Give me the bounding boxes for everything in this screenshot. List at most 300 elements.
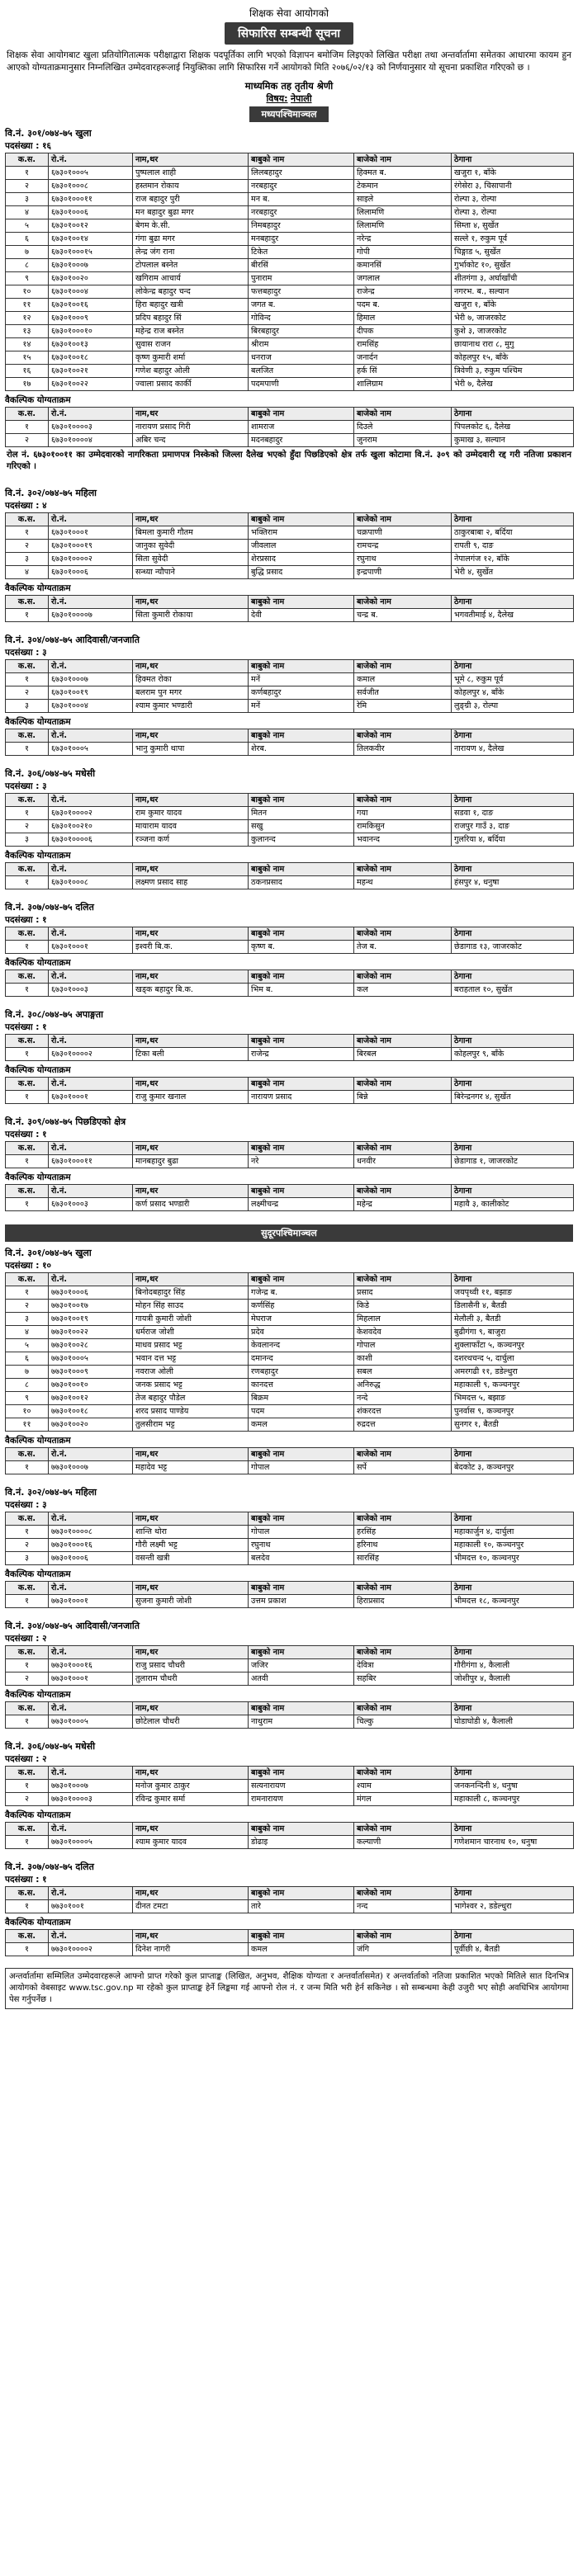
table-cell: तुलसीराम भट्ट: [133, 1418, 249, 1432]
table-cell: बिनोदबहादुर सिंह: [133, 1286, 249, 1300]
table-cell: ६७३०१००१६: [49, 299, 133, 312]
table-cell: १: [6, 673, 49, 686]
table-cell: ७७३०१०००९: [49, 1366, 133, 1379]
column-header: बाबुको नाम: [249, 1702, 354, 1715]
table-cell: निमबहादुर: [249, 219, 354, 233]
table-cell: दिनेश नागरी: [133, 1943, 249, 1956]
table-cell: ७७३०१००२८: [49, 1339, 133, 1352]
column-header: क.स.: [6, 660, 49, 673]
column-header: बाबुको नाम: [249, 794, 354, 807]
post-count: पदसंख्या : १: [5, 1022, 47, 1032]
table-row: [6, 299, 574, 312]
table-row: [6, 1780, 574, 1793]
table-cell: ३: [6, 1552, 49, 1565]
table-cell: ६७३०१००२०: [49, 272, 133, 285]
table-row: [6, 434, 574, 447]
table-cell: १: [6, 1836, 49, 1849]
table-cell: जनक प्रसाद भट्ट: [133, 1379, 249, 1392]
table-cell: गोपाल: [249, 1526, 354, 1539]
table-cell: ११: [6, 1418, 49, 1432]
table-cell: हिक्मत ब.: [354, 167, 452, 180]
column-header: रो.नं.: [49, 660, 133, 673]
table-cell: कुमाख ३, सल्यान: [452, 434, 574, 447]
table-row: [6, 1366, 574, 1379]
table-cell: ७७३०१०००५: [49, 1715, 133, 1729]
table-cell: लक्ष्मीचन्द्र: [249, 1198, 354, 1211]
column-header: ठेगाना: [452, 729, 574, 743]
table-cell: ६७३०१०००८: [49, 876, 133, 889]
table-cell: राज बहादुर पुरी: [133, 193, 249, 206]
table-header-row: [6, 1273, 574, 1286]
table-cell: कमल: [249, 1418, 354, 1432]
table-row: [6, 1392, 574, 1405]
table-cell: तुलाराम चौधरी: [133, 1673, 249, 1686]
recommended-table: [5, 1886, 574, 1913]
table-cell: १२: [6, 312, 49, 325]
table-cell: देवित्रा: [354, 1659, 452, 1673]
recommended-table: [5, 153, 574, 391]
column-header: क.स.: [6, 863, 49, 876]
table-cell: पदम: [249, 1405, 354, 1418]
table-cell: नाथुराम: [249, 1715, 354, 1729]
column-header: नाम,थर: [133, 863, 249, 876]
table-cell: महेन्द्र: [354, 1198, 452, 1211]
column-header: बाबुको नाम: [249, 660, 354, 673]
post-count: पदसंख्या : ३: [5, 781, 47, 791]
table-cell: ७७३०१००००५: [49, 1836, 133, 1849]
table-cell: ७७३०१००००३: [49, 1793, 133, 1806]
recommended-table: [5, 1512, 574, 1565]
table-cell: ठकनप्रसाद: [249, 876, 354, 889]
table-cell: शान्ति थोरा: [133, 1526, 249, 1539]
table-cell: कोहलपुर १५, बाँके: [452, 351, 574, 365]
table-cell: रविन्द्र कुमार सर्मा: [133, 1793, 249, 1806]
table-cell: रामनारायण: [249, 1793, 354, 1806]
column-header: बाजेको नाम: [354, 408, 452, 421]
column-header: ठेगाना: [452, 1142, 574, 1155]
table-cell: मनें: [249, 700, 354, 713]
region-heading: सुदूरपश्चिमाञ्चल: [5, 1224, 573, 1242]
table-row: [6, 219, 574, 233]
table-row: [6, 1539, 574, 1552]
column-header: ठेगाना: [452, 1273, 574, 1286]
column-header: क.स.: [6, 1078, 49, 1091]
column-header: बाजेको नाम: [354, 1512, 452, 1526]
column-header: रो.नं.: [49, 1035, 133, 1048]
alternate-table: [5, 1581, 574, 1608]
table-cell: १: [6, 1659, 49, 1673]
table-cell: ७७३०१००१०: [49, 1379, 133, 1392]
table-cell: ६७३०१०००१०: [49, 325, 133, 338]
table-cell: ६७३०१०००१: [49, 941, 133, 954]
alternate-list-title: वैकल्पिक योग्यताक्रम: [5, 1569, 71, 1579]
table-row: [6, 540, 574, 553]
table-cell: डोढाइ: [249, 1836, 354, 1849]
table-cell: वसन्ती खत्री: [133, 1552, 249, 1565]
recommended-table: [5, 1141, 574, 1168]
column-header: क.स.: [6, 1448, 49, 1461]
table-cell: बेदकोट ३, कञ्चनपुर: [452, 1461, 574, 1474]
region-heading: मध्यपश्चिमाञ्चल: [249, 106, 328, 122]
table-cell: राजेन्द्र: [354, 285, 452, 299]
table-header-row: [6, 408, 574, 421]
column-header: नाम,थर: [133, 660, 249, 673]
table-cell: ७७३०१००१२: [49, 1392, 133, 1405]
table-cell: खजुरा १, बाँके: [452, 299, 574, 312]
column-header: बाबुको नाम: [249, 408, 354, 421]
table-cell: महादेव भट्ट: [133, 1461, 249, 1474]
table-cell: गोपाल: [354, 1339, 452, 1352]
table-header-row: [6, 863, 574, 876]
table-cell: रञ्जना कर्ण: [133, 833, 249, 847]
table-cell: ६७३०१००००२: [49, 553, 133, 566]
table-cell: टेकमान: [354, 180, 452, 193]
table-cell: नगरभ. ब., सल्यान: [452, 285, 574, 299]
table-cell: भक्तिराम: [249, 526, 354, 540]
table-cell: ७७३०१०००७: [49, 1461, 133, 1474]
column-header: बाबुको नाम: [249, 1646, 354, 1659]
footnote: अन्तर्वार्तामा सम्मिलित उम्मेदवारहरूले आफ्नो प्राप्त गरेको कुल प्राप्ताङ्क (लिखित, अनुभव, शैक्षिक योग्यता र अन्तर्वार्तासमेत) र अन्तर्वार्ताको नतिजा प्रकाशित भएको मितिले सात दिनभित्र आयोगको वेबसाइट www.tsc.gov.np मा रहेको कुल प्राप्ताङ्क हेर्ने लिङ्कमा गई आफ्नो रोल नं. र जन्म मिति भरी हेर्न सकिनेछ । सो सम्बन्धमा केही उजुरी भए सोही अवधिभित्र आयोगमा पेस गर्नुपर्नेछ ।: [5, 1968, 573, 2009]
table-row: [6, 1418, 574, 1432]
table-row: [6, 1943, 574, 1956]
table-cell: ५: [6, 1339, 49, 1352]
column-header: ठेगाना: [452, 927, 574, 941]
post-count: पदसंख्या : १०: [5, 1261, 52, 1271]
column-header: क.स.: [6, 729, 49, 743]
table-row: [6, 526, 574, 540]
alternate-table: [5, 1929, 574, 1956]
table-cell: ६७३०१००००४: [49, 434, 133, 447]
advertisement-title: वि.नं. ३०६/०७४-७५ मधेसी: [5, 1741, 96, 1752]
table-cell: नेपालगंज १२, बाँके: [452, 553, 574, 566]
column-header: ठेगाना: [452, 660, 574, 673]
table-cell: ८: [6, 1379, 49, 1392]
table-cell: देवी: [249, 609, 354, 622]
recommended-table: [5, 1766, 574, 1806]
post-count: पदसंख्या : २: [5, 1754, 47, 1764]
column-header: रो.नं.: [49, 1767, 133, 1780]
table-row: [6, 700, 574, 713]
column-header: नाम,थर: [133, 1887, 249, 1900]
table-cell: किडे: [354, 1300, 452, 1313]
table-cell: लुङ्ग्री ३, रोल्पा: [452, 700, 574, 713]
table-cell: अनिरुद्ध: [354, 1379, 452, 1392]
table-cell: सिम्ता ४, सुर्खेत: [452, 219, 574, 233]
table-cell: रामचन्द्र: [354, 540, 452, 553]
table-cell: कर्णबहादुर: [249, 686, 354, 700]
table-cell: भेरी ४, सुर्खेत: [452, 566, 574, 579]
table-header-row: [6, 1185, 574, 1198]
advertisement-title: वि.नं. ३०१/०७४-७५ खुला: [5, 128, 92, 139]
table-cell: ६७३०१००१४: [49, 233, 133, 246]
table-cell: ६७३०१००००२: [49, 1048, 133, 1061]
table-cell: श्याम: [354, 1780, 452, 1793]
table-cell: १: [6, 743, 49, 756]
table-cell: छोटेलाल चौधरी: [133, 1715, 249, 1729]
table-cell: १: [6, 167, 49, 180]
table-cell: खजुरा १, बाँके: [452, 167, 574, 180]
table-header-row: [6, 729, 574, 743]
table-cell: गोपी: [354, 246, 452, 259]
table-header-row: [6, 1512, 574, 1526]
post-count: पदसंख्या : ४: [5, 501, 47, 511]
table-row: [6, 272, 574, 285]
alternate-table: [5, 862, 574, 889]
table-cell: नारायण प्रसाद: [249, 1091, 354, 1104]
column-header: ठेगाना: [452, 408, 574, 421]
table-row: [6, 1300, 574, 1313]
alternate-table: [5, 1822, 574, 1849]
table-cell: कानदत्त: [249, 1379, 354, 1392]
column-header: बाबुको नाम: [249, 1887, 354, 1900]
column-header: रो.नं.: [49, 970, 133, 984]
column-header: बाजेको नाम: [354, 1702, 452, 1715]
table-cell: १: [6, 1900, 49, 1913]
table-row: [6, 876, 574, 889]
table-cell: ६७३०१००१३: [49, 338, 133, 351]
table-cell: ६७३०१०००११: [49, 193, 133, 206]
table-cell: महेन्द्र राज बस्नेत: [133, 325, 249, 338]
table-cell: कुलानन्द: [249, 833, 354, 847]
table-cell: घोडाघोडी ४, कैलाली: [452, 1715, 574, 1729]
column-header: बाबुको नाम: [249, 1767, 354, 1780]
table-cell: मितन: [249, 807, 354, 820]
table-cell: ज्वाला प्रसाद कार्की: [133, 378, 249, 391]
table-cell: ११: [6, 299, 49, 312]
table-cell: भगवतीमाई ४, दैलेख: [452, 609, 574, 622]
table-cell: १३: [6, 325, 49, 338]
table-cell: ६७३०१००००३: [49, 421, 133, 434]
table-cell: चक्रपाणी: [354, 526, 452, 540]
alternate-list-title: वैकल्पिक योग्यताक्रम: [5, 1810, 71, 1820]
table-header-row: [6, 1767, 574, 1780]
alternate-table: [5, 1184, 574, 1211]
table-cell: ६: [6, 233, 49, 246]
table-cell: गणेशमान चारनाथ १०, धनुषा: [452, 1836, 574, 1849]
table-cell: लेन्द्र जंग राना: [133, 246, 249, 259]
table-row: [6, 1286, 574, 1300]
table-cell: पुनाराम: [249, 272, 354, 285]
table-cell: जानुका सुवेदी: [133, 540, 249, 553]
table-row: [6, 807, 574, 820]
column-header: नाम,थर: [133, 1582, 249, 1595]
table-cell: ७७३०१००१८: [49, 1405, 133, 1418]
table-cell: धनवीर: [354, 1155, 452, 1168]
table-cell: बिरबहादुर: [249, 325, 354, 338]
table-row: [6, 193, 574, 206]
advertisement-title: वि.नं. ३०९/०७४-७५ पिछडिएको क्षेत्र: [5, 1116, 126, 1127]
table-cell: १: [6, 1461, 49, 1474]
column-header: बाजेको नाम: [354, 1930, 452, 1943]
table-cell: १: [6, 1286, 49, 1300]
table-cell: कर्ण प्रसाद भण्डारी: [133, 1198, 249, 1211]
table-cell: मनबहादुर: [249, 233, 354, 246]
alternate-table: [5, 1447, 574, 1474]
recommended-table: [5, 1645, 574, 1686]
table-cell: शुक्लाफाँटा ५, कञ्चनपुर: [452, 1339, 574, 1352]
column-header: क.स.: [6, 1702, 49, 1715]
column-header: रो.नं.: [49, 863, 133, 876]
column-header: बाजेको नाम: [354, 596, 452, 609]
column-header: नाम,थर: [133, 1646, 249, 1659]
table-cell: ६७३०१०००९: [49, 312, 133, 325]
table-cell: ७७३०१०००१६: [49, 1539, 133, 1552]
table-cell: जगत ब.: [249, 299, 354, 312]
table-cell: हरसिंह: [354, 1526, 452, 1539]
table-cell: इन्द्रपाणी: [354, 566, 452, 579]
table-cell: भूमे ८, रुकुम पूर्व: [452, 673, 574, 686]
column-header: नाम,थर: [133, 1142, 249, 1155]
table-cell: १: [6, 1595, 49, 1608]
table-cell: ६७३०१००००६: [49, 833, 133, 847]
notice-document: [5, 7, 573, 2009]
table-cell: भेरी ७, दैलेख: [452, 378, 574, 391]
table-cell: महाकाली १०, कञ्चनपुर: [452, 1539, 574, 1552]
table-cell: बिक्रम: [249, 1392, 354, 1405]
column-header: रो.नं.: [49, 1887, 133, 1900]
table-cell: ६७३०१००१२: [49, 219, 133, 233]
column-header: नाम,थर: [133, 513, 249, 526]
table-cell: डिलासैनी ४, बैतडी: [452, 1300, 574, 1313]
column-header: क.स.: [6, 794, 49, 807]
column-header: नाम,थर: [133, 1448, 249, 1461]
alternate-list-title: वैकल्पिक योग्यताक्रम: [5, 1918, 71, 1927]
column-header: बाजेको नाम: [354, 1823, 452, 1836]
table-cell: कृष्ण ब.: [249, 941, 354, 954]
column-header: क.स.: [6, 1823, 49, 1836]
table-row: [6, 1526, 574, 1539]
table-cell: गंगा बुढा मगर: [133, 233, 249, 246]
table-cell: शेरब.: [249, 743, 354, 756]
table-header-row: [6, 927, 574, 941]
column-header: रो.नं.: [49, 927, 133, 941]
table-cell: हिक्मत रोका: [133, 673, 249, 686]
column-header: रो.नं.: [49, 794, 133, 807]
table-cell: गोविन्द: [249, 312, 354, 325]
column-header: क.स.: [6, 513, 49, 526]
table-cell: ३: [6, 1313, 49, 1326]
table-cell: ६७३०१०००३: [49, 984, 133, 997]
table-cell: कल: [354, 984, 452, 997]
table-cell: राजेन्द्र: [249, 1048, 354, 1061]
table-cell: फत्तबहादुर: [249, 285, 354, 299]
table-cell: धनराज: [249, 351, 354, 365]
column-header: रो.नं.: [49, 1582, 133, 1595]
table-cell: बलराम पुन मगर: [133, 686, 249, 700]
table-cell: जोशीपुर ४, कैलाली: [452, 1673, 574, 1686]
table-cell: ३: [6, 833, 49, 847]
column-header: बाजेको नाम: [354, 1646, 452, 1659]
column-header: ठेगाना: [452, 863, 574, 876]
table-header-row: [6, 794, 574, 807]
post-count: पदसंख्या : १६: [5, 141, 52, 151]
table-cell: २: [6, 540, 49, 553]
table-cell: टिका बली: [133, 1048, 249, 1061]
column-header: बाजेको नाम: [354, 1185, 452, 1198]
table-header-row: [6, 513, 574, 526]
table-cell: शामराज: [249, 421, 354, 434]
table-row: [6, 1155, 574, 1168]
column-header: नाम,थर: [133, 927, 249, 941]
recommended-table: [5, 793, 574, 847]
table-cell: दशरथचन्द ५, दार्चुला: [452, 1352, 574, 1366]
table-cell: सडवा १, दाङ: [452, 807, 574, 820]
column-header: क.स.: [6, 970, 49, 984]
column-header: बाजेको नाम: [354, 863, 452, 876]
table-cell: हिमाल: [354, 312, 452, 325]
subject-line: [5, 92, 573, 105]
table-cell: शीतगंगा ३, अर्घाखाँची: [452, 272, 574, 285]
alternate-list-title: वैकल्पिक योग्यताक्रम: [5, 851, 71, 861]
table-cell: रामकिसुन: [354, 820, 452, 833]
table-cell: अतवी: [249, 1673, 354, 1686]
table-cell: हिराप्रसाद: [354, 1595, 452, 1608]
column-header: नाम,थर: [133, 1823, 249, 1836]
table-cell: शेरप्रसाद: [249, 553, 354, 566]
table-row: [6, 1352, 574, 1366]
column-header: रो.नं.: [49, 1823, 133, 1836]
table-row: [6, 1339, 574, 1352]
table-cell: मन ब.: [249, 193, 354, 206]
column-header: बाजेको नाम: [354, 660, 452, 673]
table-cell: ६७३०१०००५: [49, 167, 133, 180]
post-count: पदसंख्या : २: [5, 1634, 47, 1644]
table-row: [6, 351, 574, 365]
recommended-table: [5, 1272, 574, 1432]
table-cell: मेघराज: [249, 1313, 354, 1326]
table-cell: छेडागाड १, जाजरकोट: [452, 1155, 574, 1168]
column-header: बाबुको नाम: [249, 596, 354, 609]
table-cell: महाकार्जुन ४, दार्चुला: [452, 1526, 574, 1539]
table-cell: गोपाल: [249, 1461, 354, 1474]
table-cell: चन्द्र ब.: [354, 609, 452, 622]
table-cell: गुर्भाकोट १०, सुर्खेत: [452, 259, 574, 272]
table-cell: सन्ध्या न्यौपाने: [133, 566, 249, 579]
table-cell: ७७३०१००००२: [49, 1943, 133, 1956]
column-header: नाम,थर: [133, 596, 249, 609]
column-header: क.स.: [6, 1142, 49, 1155]
table-cell: बुढीगंगा ९, बाजुरा: [452, 1326, 574, 1339]
advertisement-title: वि.नं. ३०६/०७४-७५ मधेसी: [5, 768, 96, 779]
table-cell: ६७३०१००१८: [49, 351, 133, 365]
column-header: रो.नं.: [49, 1142, 133, 1155]
column-header: रो.नं.: [49, 408, 133, 421]
table-row: [6, 1659, 574, 1673]
table-cell: बलजित: [249, 365, 354, 378]
alternate-list-title: वैकल्पिक योग्यताक्रम: [5, 395, 71, 405]
table-cell: ६: [6, 1352, 49, 1366]
column-header: बाजेको नाम: [354, 1078, 452, 1091]
table-row: [6, 609, 574, 622]
table-cell: पुनर्वास ९, कञ्चनपुर: [452, 1405, 574, 1418]
table-cell: बेगम के.सी.: [133, 219, 249, 233]
table-cell: राजु प्रसाद चौधरी: [133, 1659, 249, 1673]
table-cell: छेडागाड १३, जाजरकोट: [452, 941, 574, 954]
table-cell: बुद्धि प्रसाद: [249, 566, 354, 579]
table-row: [6, 743, 574, 756]
table-row: [6, 206, 574, 219]
cancellation-notice: रोल नं. ६७३०१००११ का उम्मेदवारको नागरिकता प्रमाणपत्र निस्केको जिल्ला दैलेख भएको हुँदा पिछडिएको क्षेत्र तर्फ खुला कोटामा वि.नं. ३०९ को उम्मेदवारी रद्द गरी नतिजा प्रकाशन गरिएको ।: [7, 451, 571, 471]
table-cell: पुष्पलाल शाही: [133, 167, 249, 180]
table-cell: कल्याणी: [354, 1836, 452, 1849]
table-cell: दमानन्द: [249, 1352, 354, 1366]
column-header: ठेगाना: [452, 1646, 574, 1659]
column-header: ठेगाना: [452, 513, 574, 526]
advertisement-title: वि.नं. ३०४/०७४-७५ आदिवासी/जनजाति: [5, 635, 140, 645]
column-header: बाबुको नाम: [249, 1142, 354, 1155]
intro-paragraph: शिक्षक सेवा आयोगबाट खुला प्रतियोगितात्मक परीक्षाद्वारा शिक्षक पदपूर्तिका लागि भएको विज्ञापन बमोजिम लिइएको लिखित परीक्षा तथा अन्तर्वार्तामा समेतका आधारमा कायम हुन आएको योग्यताक्रमानुसार निम्नलिखित उम्मेदवारहरूलाई नियुक्तिका लागि सिफारिस गर्ने आयोगको मिति २०७६/०२/१३ को निर्णयानुसार यो सूचना प्रकाशित गरिएको छ ।: [7, 50, 571, 73]
column-header: क.स.: [6, 596, 49, 609]
